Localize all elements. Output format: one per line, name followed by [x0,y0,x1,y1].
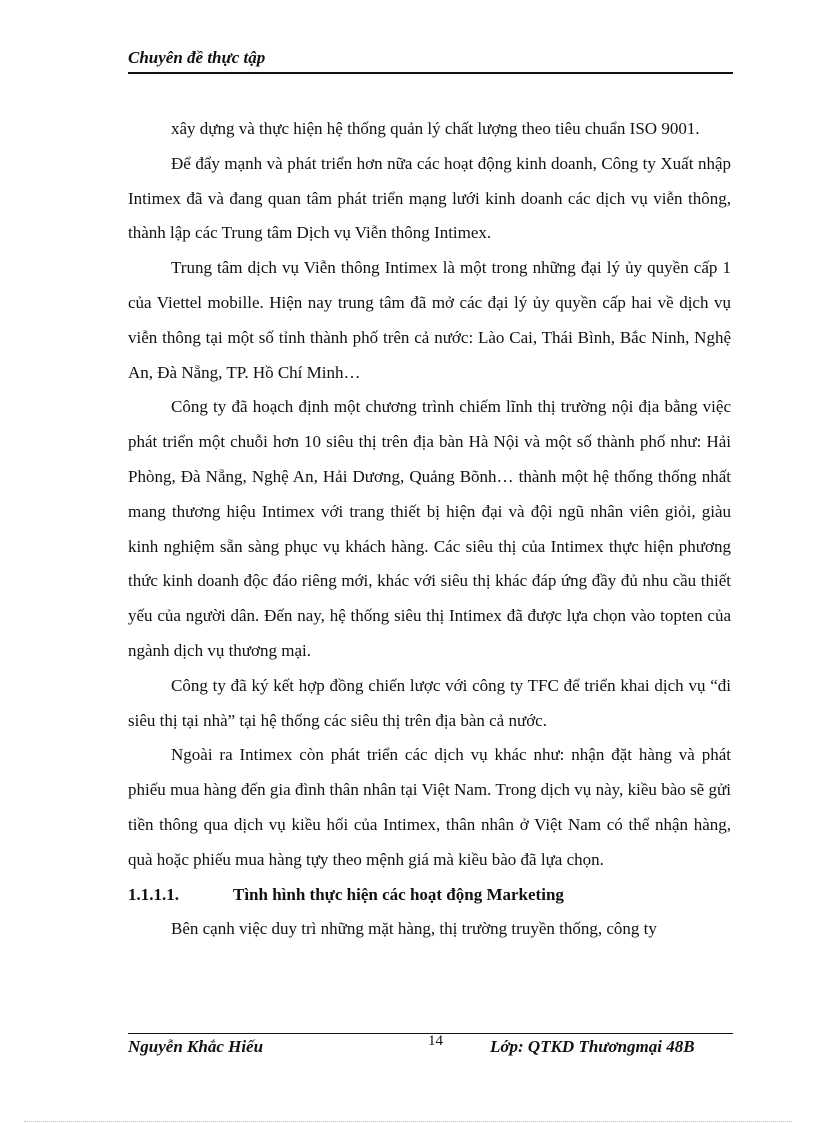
page-number: 14 [428,1033,443,1049]
footer-author: Nguyễn Khắc Hiếu [128,1037,264,1056]
page-edge [24,1121,792,1122]
section-heading [128,878,731,913]
paragraph-2: Để đẩy mạnh và phát triển hơn nữa các hoạt động kinh doanh, Công ty Xuất nhập Intimex đã và đang quan tâm phát triển mạng lưới kinh doanh các dịch vụ viễn thông, thành lập các Trung tâm Dịch vụ Viễn thông Intimex. [128,153,731,243]
paragraph-5: Công ty đã ký kết hợp đồng chiến lược với công ty TFC để triển khai dịch vụ “đi siêu thị tại nhà” tại hệ thống các siêu thị trên địa bàn cả nước. [128,675,731,730]
paragraph-7: Bên cạnh việc duy trì những mặt hàng, thị trường truyền thống, công ty [171,919,657,939]
running-header-title: Chuyên đề thực tập [128,48,266,67]
paragraph-6: Ngoài ra Intimex còn phát triển các dịch vụ khác như: nhận đặt hàng và phát phiếu mua hàng đến gia đình thân nhân tại Việt Nam. Trong dịch vụ này, kiều bào sẽ gửi tiền thông qua dịch vụ kiều hối của Intimex, thân nhân ở Việt Nam có thể nhận hàng, quà hoặc phiếu mua hàng tựy theo mệnh giá mà kiều bào đã lựa chọn. [128,745,731,869]
paragraph-3: Trung tâm dịch vụ Viễn thông Intimex là một trong những đại lý ủy quyền cấp 1 của Viettel mobille. Hiện nay trung tâm đã mở các đại lý ủy quyền cấp hai về dịch vụ viễn thông tại một số tỉnh thành phố trên cả nước: Lào Cai, Thái Bình, Bắc Ninh, Nghệ An, Đà Nẵng, TP. Hồ Chí Minh… [128,258,731,382]
section-heading-text: Tình hình thực hiện các hoạt động Marketing [233,884,564,904]
header-rule [128,72,733,74]
document-body [128,112,731,947]
footer-class-label: Lớp: QTKD Thươngmại 48B [490,1037,695,1056]
paragraph-4: Công ty đã hoạch định một chương trình chiếm lĩnh thị trường nội địa bằng việc phát triển một chuỗi hơn 10 siêu thị trên địa bàn Hà Nội và một số thành phố như: Hải Phòng, Đà Nẵng, Nghệ An, Hải Dương, Quảng Bõnh… thành một hệ thống thống nhất mang thương hiệu Intimex với trang thiết bị hiện đại và đội ngũ nhân viên giỏi, giàu kinh nghiệm sẵn sàng phục vụ khách hàng. Các siêu thị của Intimex thực hiện phương thức kinh doanh độc đáo riêng mới, khác với siêu thị khác đáp ứng đầy đủ nhu cầu thiết yếu của người dân. Đến nay, hệ thống siêu thị Intimex đã được lựa chọn vào topten của ngành dịch vụ thương mại. [128,397,731,660]
paragraph-1: xây dựng và thực hiện hệ thống quản lý chất lượng theo tiêu chuẩn ISO 9001. [171,119,700,138]
section-heading-number: 1.1.1.1. [128,884,179,904]
